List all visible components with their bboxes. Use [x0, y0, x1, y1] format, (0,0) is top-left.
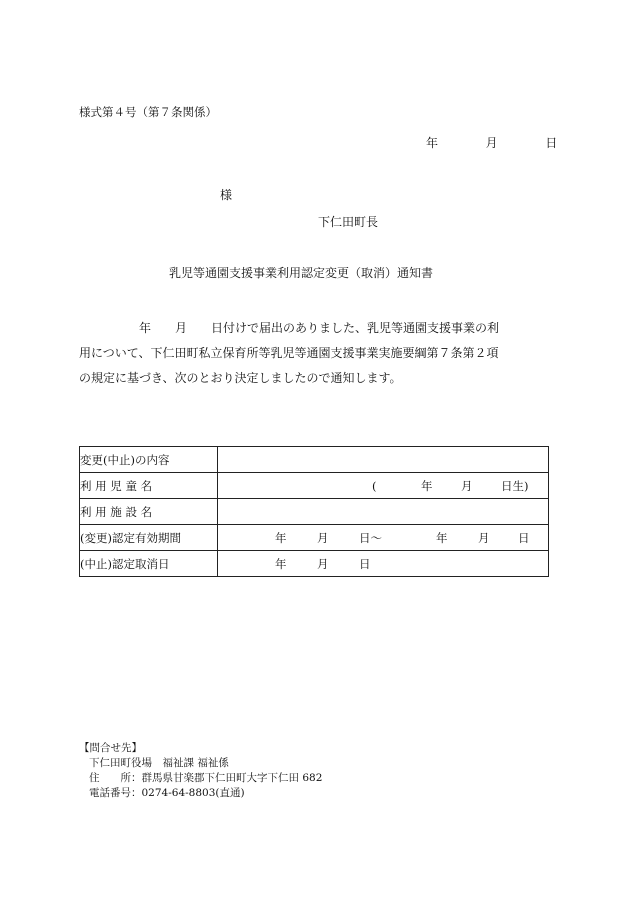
- form-number: 様式第４号（第７条関係）: [79, 105, 217, 119]
- contact-address: 住 所：群馬県甘楽郡下仁田町大字下仁田 682: [89, 772, 323, 784]
- date-year: 年: [426, 136, 439, 150]
- from-day: 日～: [359, 530, 382, 545]
- body-line-1: 年 月 日付けで届出のありました、乳児等通園支援事業の利: [79, 321, 500, 335]
- table-row: [80, 447, 549, 473]
- to-year: 年: [436, 530, 448, 545]
- date-month: 月: [485, 136, 498, 150]
- table-row: [80, 473, 549, 499]
- contact-block: [79, 741, 322, 801]
- row-label-cancellation-date: (中止)認定取消日: [80, 551, 218, 577]
- contact-phone: 電話番号：0274-64-8803(直通): [89, 787, 245, 799]
- recipient-suffix: 様: [220, 188, 233, 202]
- child-name-value: [218, 473, 549, 499]
- table-row: [80, 551, 549, 577]
- validity-period-value: [218, 525, 549, 551]
- row-label-change-content: 変更(中止)の内容: [80, 447, 218, 473]
- cancellation-date-value: [218, 551, 549, 577]
- body-line-2: 用について、下仁田町私立保育所等乳児等通園支援事業実施要綱第７条第２項: [79, 346, 499, 360]
- to-month: 月: [478, 530, 490, 545]
- from-year: 年: [275, 530, 287, 545]
- to-day: 日: [518, 530, 530, 545]
- from-month: 月: [317, 530, 329, 545]
- contact-heading: 【問合せ先】: [79, 742, 142, 754]
- body-line-3: の規定に基づき、次のとおり決定しましたので通知します。: [79, 371, 402, 385]
- change-content-value: [218, 447, 549, 473]
- contact-office: 下仁田町役場 福祉課 福祉係: [89, 757, 229, 769]
- birth-month: 月: [461, 478, 473, 493]
- decision-table: [79, 446, 549, 577]
- birth-day: 日生): [501, 478, 529, 493]
- table-row: [80, 499, 549, 525]
- row-label-child-name: 利 用 児 童 名: [80, 473, 218, 499]
- row-label-facility-name: 利 用 施 設 名: [80, 499, 218, 525]
- date-line: [426, 134, 557, 151]
- cancel-year: 年: [275, 556, 287, 571]
- cancel-month: 月: [317, 556, 329, 571]
- document-title: 乳児等通園支援事業利用認定変更（取消）通知書: [169, 266, 434, 280]
- cancel-day: 日: [359, 556, 371, 571]
- birth-year: 年: [421, 478, 433, 493]
- date-day: 日: [545, 136, 558, 150]
- facility-name-value: [218, 499, 549, 525]
- body-text: [79, 316, 554, 391]
- row-label-validity-period: (変更)認定有効期間: [80, 525, 218, 551]
- birth-open-paren: (: [372, 478, 377, 493]
- issuer: 下仁田町長: [318, 215, 379, 229]
- table-row: [80, 525, 549, 551]
